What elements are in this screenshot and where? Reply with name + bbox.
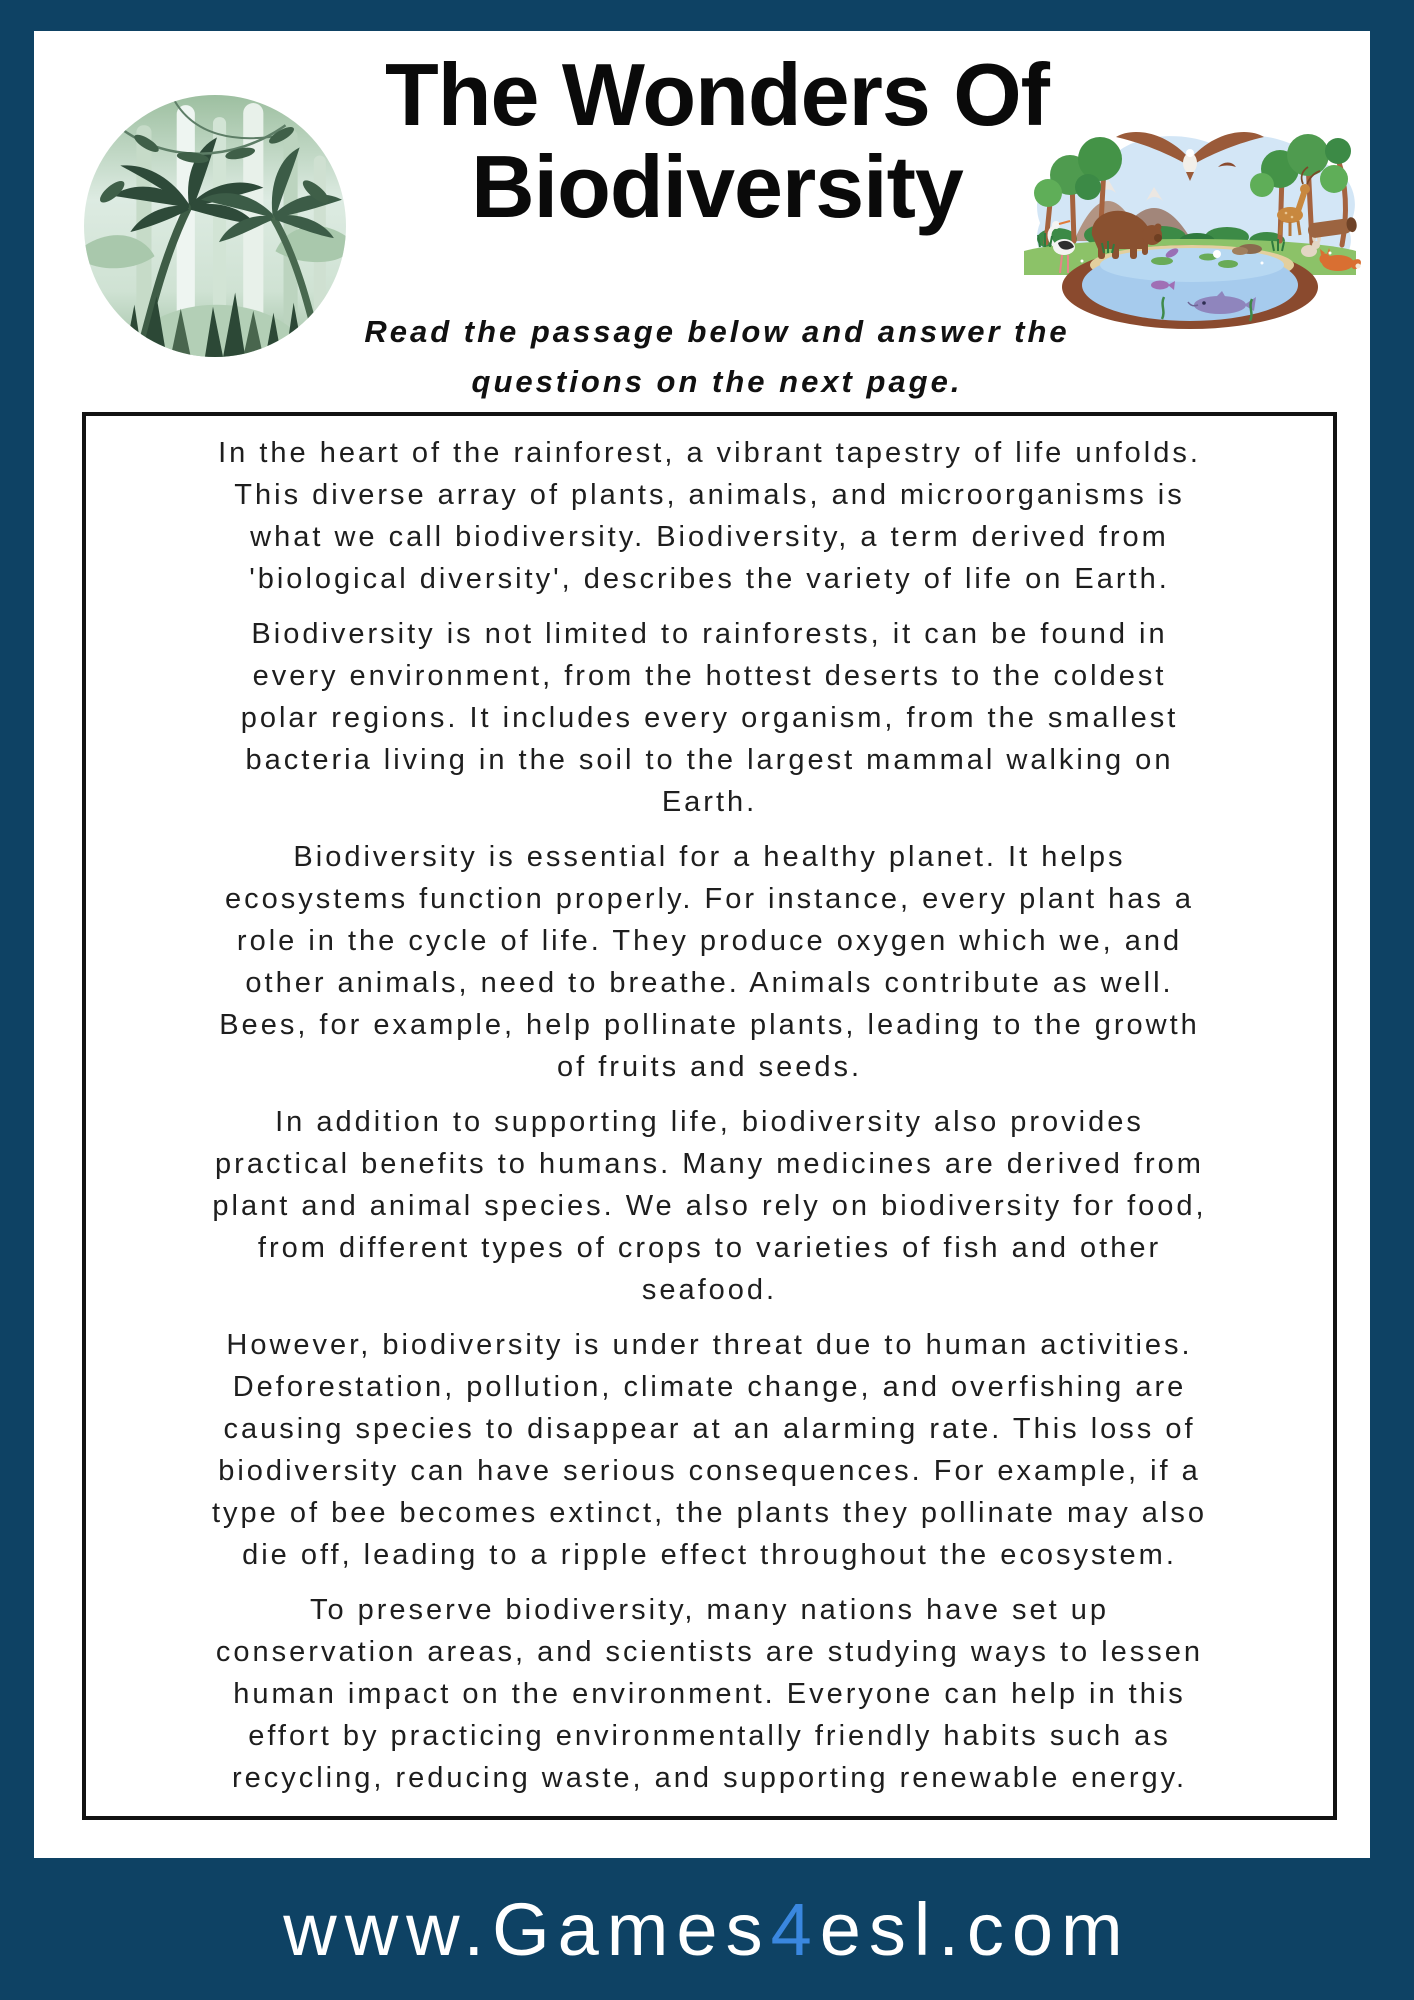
passage-line: plant and animal species. We also rely on biodiversity for food, <box>212 1190 1207 1222</box>
passage-line: causing species to disappear at an alarming rate. This loss of <box>223 1413 1196 1445</box>
footer-url-prefix: www.Games <box>283 1887 771 1971</box>
passage-line: biodiversity can have serious consequences. For example, if a <box>218 1455 1201 1487</box>
passage-line: type of bee becomes extinct, the plants they pollinate may also <box>211 1497 1208 1529</box>
passage-line: 'biological diversity', describes the variety of life on Earth. <box>249 563 1170 595</box>
passage-line: Earth. <box>661 786 758 818</box>
passage-line: However, biodiversity is under threat due to human activities. <box>226 1329 1193 1361</box>
page-title <box>64 45 1370 236</box>
instructions <box>64 307 1370 407</box>
footer-url-suffix: esl.com <box>819 1887 1131 1971</box>
footer-url-accent: 4 <box>770 1887 820 1971</box>
passage-paragraph <box>96 1101 1323 1311</box>
passage-line: seafood. <box>641 1274 778 1306</box>
worksheet-page <box>34 31 1370 1858</box>
passage-paragraph <box>96 432 1323 600</box>
passage-line: bacteria living in the soil to the largest mammal walking on <box>245 744 1174 776</box>
passage-line: In the heart of the rainforest, a vibrant tapestry of life unfolds. <box>218 437 1201 469</box>
title-line-2: Biodiversity <box>471 137 963 236</box>
passage-paragraph <box>96 836 1323 1088</box>
passage-line: die off, leading to a ripple effect throughout the ecosystem. <box>242 1539 1177 1571</box>
instructions-line-1: Read the passage below and answer the <box>364 314 1070 349</box>
passage-line: practical benefits to humans. Many medicines are derived from <box>215 1148 1204 1180</box>
passage-box <box>82 412 1337 1820</box>
instructions-line-2: questions on the next page. <box>471 364 963 399</box>
passage-line: from different types of crops to varieties of fish and other <box>257 1232 1162 1264</box>
passage-line: what we call biodiversity. Biodiversity, a term derived from <box>250 521 1169 553</box>
passage-line: ecosystems function properly. For instance, every plant has a <box>224 883 1195 915</box>
passage-line: Bees, for example, help pollinate plants, leading to the growth <box>219 1009 1200 1041</box>
passage-line: This diverse array of plants, animals, and microorganisms is <box>234 479 1185 511</box>
passage-line: polar regions. It includes every organism, from the smallest <box>240 702 1179 734</box>
passage-paragraph <box>96 613 1323 823</box>
passage-line: other animals, need to breathe. Animals contribute as well. <box>245 967 1174 999</box>
passage-line: Biodiversity is not limited to rainforests, it can be found in <box>251 618 1168 650</box>
passage-line: recycling, reducing waste, and supporting renewable energy. <box>231 1762 1188 1794</box>
passage-line: conservation areas, and scientists are studying ways to lessen <box>215 1636 1204 1668</box>
passage-line: every environment, from the hottest deserts to the coldest <box>252 660 1167 692</box>
passage-paragraph <box>96 1324 1323 1576</box>
passage-paragraph <box>96 1589 1323 1799</box>
passage-line: effort by practicing environmentally friendly habits such as <box>248 1720 1171 1752</box>
passage-line: Deforestation, pollution, climate change, and overfishing are <box>232 1371 1187 1403</box>
passage-line: role in the cycle of life. They produce oxygen which we, and <box>236 925 1183 957</box>
passage-line: To preserve biodiversity, many nations have set up <box>309 1594 1110 1626</box>
passage-line: of fruits and seeds. <box>556 1051 863 1083</box>
passage-line: In addition to supporting life, biodiversity also provides <box>275 1106 1144 1138</box>
passage-line: Biodiversity is essential for a healthy planet. It helps <box>293 841 1126 873</box>
footer-url <box>0 1858 1414 2000</box>
passage-line: human impact on the environment. Everyone can help in this <box>233 1678 1186 1710</box>
title-line-1: The Wonders Of <box>385 45 1049 144</box>
